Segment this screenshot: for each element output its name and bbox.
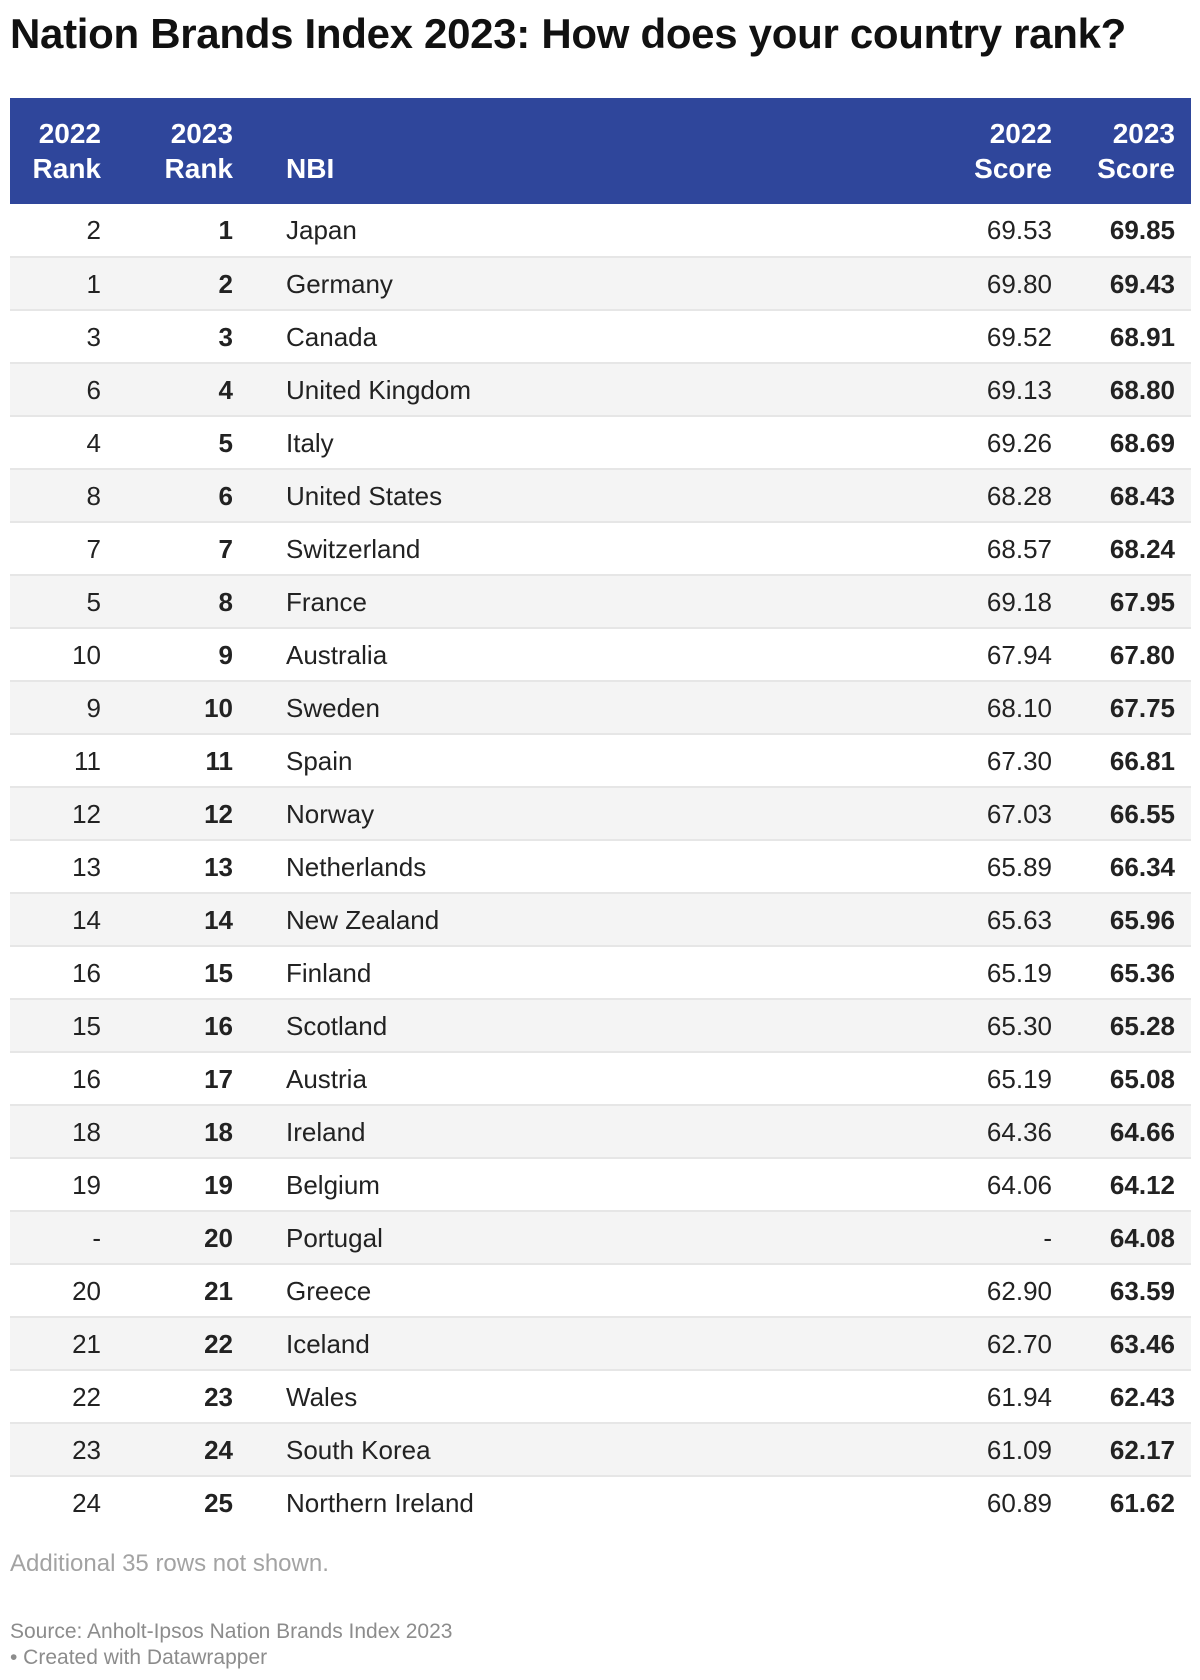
table-row <box>10 1423 1191 1476</box>
score-2023-cell: 61.62 <box>1109 1488 1175 1518</box>
country-cell: Spain <box>286 745 353 776</box>
score-2022-cell: 67.03 <box>986 798 1052 829</box>
score-2022-cell: 67.94 <box>986 639 1052 670</box>
rank-2023-cell: 19 <box>204 1169 233 1200</box>
rank-2022-cell: - <box>92 1222 101 1253</box>
rank-2022-cell: 12 <box>72 798 101 829</box>
table-row <box>10 416 1191 469</box>
score-2022-cell: 65.63 <box>986 904 1052 935</box>
country-cell: Austria <box>286 1063 367 1094</box>
rank-2023-cell: 2 <box>218 268 233 299</box>
rank-2023-cell: 18 <box>204 1116 233 1147</box>
score-2023-cell: 66.34 <box>1109 851 1175 882</box>
table-row <box>10 522 1191 575</box>
country-cell: France <box>286 586 367 617</box>
country-cell: Greece <box>286 1275 372 1306</box>
rank-2023-cell: 21 <box>204 1275 233 1306</box>
table-row <box>10 734 1191 787</box>
table-row <box>10 1158 1191 1211</box>
score-2022-cell: 62.90 <box>986 1275 1052 1306</box>
rank-2022-cell: 4 <box>86 427 101 458</box>
score-2023-cell: 65.36 <box>1109 957 1175 988</box>
header-nbi[interactable] <box>233 98 971 204</box>
rank-2023-cell: 7 <box>218 533 233 564</box>
table-row <box>10 999 1191 1052</box>
rank-2022-cell: 11 <box>74 745 101 776</box>
rank-2022-cell: 7 <box>86 533 101 564</box>
country-cell: Switzerland <box>286 533 421 564</box>
source-credit <box>10 1619 452 1671</box>
score-2023-cell: 67.95 <box>1109 586 1175 617</box>
country-cell: Ireland <box>286 1116 366 1147</box>
table-row <box>10 681 1191 734</box>
header-row <box>10 98 1191 204</box>
rank-2022-cell: 16 <box>72 957 101 988</box>
score-2022-cell: 65.30 <box>986 1010 1052 1041</box>
score-2023-cell: 65.08 <box>1109 1063 1175 1094</box>
score-2023-cell: 68.91 <box>1109 321 1175 352</box>
score-2022-cell: 69.80 <box>986 268 1052 299</box>
score-2023-cell: 64.12 <box>1109 1169 1175 1200</box>
header-line: Rank <box>32 153 101 184</box>
country-cell: New Zealand <box>286 904 440 935</box>
rank-2023-cell: 3 <box>218 321 233 352</box>
header-line: Rank <box>164 153 233 184</box>
header-2023-rank[interactable] <box>101 98 233 204</box>
country-cell: Germany <box>286 268 393 299</box>
table-row <box>10 1476 1191 1529</box>
rank-2023-cell: 9 <box>218 639 233 670</box>
header-2022-score[interactable] <box>971 98 1052 204</box>
rank-2022-cell: 14 <box>72 904 101 935</box>
score-2023-cell: 68.24 <box>1109 533 1175 564</box>
rank-2022-cell: 2 <box>86 215 101 245</box>
country-cell: Northern Ireland <box>286 1488 474 1518</box>
rank-2023-cell: 14 <box>204 904 233 935</box>
score-2023-cell: 62.43 <box>1109 1381 1175 1412</box>
rank-2022-cell: 19 <box>72 1169 101 1200</box>
rank-2022-cell: 5 <box>86 586 101 617</box>
table-row <box>10 257 1191 310</box>
rank-2022-cell: 1 <box>86 268 101 299</box>
rank-2022-cell: 23 <box>72 1434 101 1465</box>
score-2023-cell: 64.08 <box>1109 1222 1175 1253</box>
score-2022-cell: 61.94 <box>986 1381 1052 1412</box>
rank-2022-cell: 18 <box>72 1116 101 1147</box>
rank-2022-cell: 6 <box>86 374 101 405</box>
table-row <box>10 204 1191 257</box>
header-2023-score[interactable] <box>1052 98 1191 204</box>
score-2022-cell: 68.57 <box>986 533 1052 564</box>
header-line: Score <box>974 153 1052 184</box>
score-2022-cell: 68.10 <box>986 692 1052 723</box>
rank-2023-cell: 4 <box>218 374 233 405</box>
score-2022-cell: - <box>1043 1222 1052 1253</box>
score-2022-cell: 65.19 <box>986 957 1052 988</box>
score-2022-cell: 69.18 <box>986 586 1052 617</box>
rank-2022-cell: 22 <box>72 1381 101 1412</box>
score-2022-cell: 64.36 <box>986 1116 1052 1147</box>
score-2022-cell: 61.09 <box>986 1434 1052 1465</box>
table-row <box>10 1105 1191 1158</box>
score-2023-cell: 68.43 <box>1109 480 1175 511</box>
table-row <box>10 310 1191 363</box>
country-cell: South Korea <box>286 1434 431 1465</box>
rank-2023-cell: 6 <box>218 480 233 511</box>
rank-2023-cell: 1 <box>218 215 233 245</box>
rank-2023-cell: 23 <box>204 1381 233 1412</box>
score-2022-cell: 69.52 <box>986 321 1052 352</box>
score-2023-cell: 69.85 <box>1109 215 1175 245</box>
header-line: 2023 <box>170 118 233 149</box>
table-row <box>10 893 1191 946</box>
score-2023-cell: 66.55 <box>1109 798 1175 829</box>
rows-hidden-note: Additional 35 rows not shown. <box>10 1550 329 1577</box>
score-2023-cell: 65.96 <box>1109 904 1175 935</box>
rank-2023-cell: 25 <box>204 1488 233 1518</box>
rank-2023-cell: 20 <box>204 1222 233 1253</box>
country-cell: Wales <box>286 1381 358 1412</box>
rankings-table <box>10 98 1191 1529</box>
score-2022-cell: 62.70 <box>986 1328 1052 1359</box>
rank-2023-cell: 13 <box>204 851 233 882</box>
rank-2022-cell: 24 <box>72 1488 101 1518</box>
rank-2022-cell: 13 <box>72 851 101 882</box>
country-cell: Portugal <box>286 1222 383 1253</box>
country-cell: Australia <box>286 639 388 670</box>
header-line: Score <box>1097 153 1175 184</box>
table-header <box>10 98 1191 204</box>
table-row <box>10 469 1191 522</box>
rank-2022-cell: 21 <box>72 1328 101 1359</box>
score-2022-cell: 65.19 <box>986 1063 1052 1094</box>
score-2023-cell: 68.69 <box>1109 427 1175 458</box>
rank-2022-cell: 8 <box>86 480 101 511</box>
rank-2023-cell: 22 <box>204 1328 233 1359</box>
score-2022-cell: 69.53 <box>986 215 1052 245</box>
table-row <box>10 1264 1191 1317</box>
table-row <box>10 1370 1191 1423</box>
rank-2022-cell: 15 <box>72 1010 101 1041</box>
rank-2022-cell: 16 <box>72 1063 101 1094</box>
rank-2022-cell: 3 <box>86 321 101 352</box>
score-2023-cell: 64.66 <box>1109 1116 1175 1147</box>
score-2023-cell: 65.28 <box>1109 1010 1175 1041</box>
score-2023-cell: 63.46 <box>1109 1328 1175 1359</box>
source-line: Source: Anholt-Ipsos Nation Brands Index 2023 <box>10 1620 453 1643</box>
score-2022-cell: 65.89 <box>986 851 1052 882</box>
table-row <box>10 1052 1191 1105</box>
rank-2023-cell: 10 <box>204 692 233 723</box>
table-row <box>10 840 1191 893</box>
country-cell: Belgium <box>286 1169 380 1200</box>
country-cell: Iceland <box>286 1328 370 1359</box>
country-cell: Finland <box>286 957 372 988</box>
country-cell: Sweden <box>286 692 380 723</box>
rank-2023-cell: 12 <box>204 798 233 829</box>
country-cell: Japan <box>286 215 357 245</box>
table-row <box>10 1211 1191 1264</box>
score-2023-cell: 63.59 <box>1109 1275 1175 1306</box>
rank-2023-cell: 5 <box>218 427 233 458</box>
rank-2022-cell: 9 <box>86 692 101 723</box>
score-2022-cell: 60.89 <box>986 1488 1052 1518</box>
rank-2022-cell: 10 <box>72 639 101 670</box>
rank-2022-cell: 20 <box>72 1275 101 1306</box>
score-2023-cell: 62.17 <box>1109 1434 1175 1465</box>
header-2022-rank[interactable] <box>10 98 101 204</box>
chart-title: Nation Brands Index 2023: How does your country rank? <box>10 10 1127 57</box>
header-line: 2022 <box>38 118 101 149</box>
header-line: 2023 <box>1112 118 1175 149</box>
header-line: NBI <box>286 153 335 184</box>
rank-2023-cell: 15 <box>204 957 233 988</box>
country-cell: United States <box>286 480 443 511</box>
rank-2023-cell: 8 <box>218 586 233 617</box>
country-cell: Netherlands <box>286 851 427 882</box>
score-2023-cell: 68.80 <box>1109 374 1175 405</box>
header-line: 2022 <box>989 118 1052 149</box>
score-2023-cell: 67.80 <box>1109 639 1175 670</box>
country-cell: Canada <box>286 321 378 352</box>
score-2022-cell: 69.13 <box>986 374 1052 405</box>
score-2022-cell: 69.26 <box>986 427 1052 458</box>
score-2023-cell: 67.75 <box>1109 692 1175 723</box>
table-row <box>10 628 1191 681</box>
country-cell: United Kingdom <box>286 374 471 405</box>
country-cell: Norway <box>286 798 375 829</box>
rank-2023-cell: 11 <box>205 745 233 776</box>
score-2023-cell: 66.81 <box>1109 745 1175 776</box>
score-2022-cell: 67.30 <box>986 745 1052 776</box>
table-row <box>10 363 1191 416</box>
table-row <box>10 787 1191 840</box>
rank-2023-cell: 16 <box>204 1010 233 1041</box>
score-2023-cell: 69.43 <box>1109 268 1175 299</box>
credit-line: • Created with Datawrapper <box>10 1646 268 1669</box>
table-body <box>10 204 1191 1529</box>
country-cell: Italy <box>286 427 334 458</box>
table-row <box>10 575 1191 628</box>
rank-2023-cell: 17 <box>204 1063 233 1094</box>
table-row <box>10 1317 1191 1370</box>
country-cell: Scotland <box>286 1010 388 1041</box>
score-2022-cell: 64.06 <box>986 1169 1052 1200</box>
score-2022-cell: 68.28 <box>986 480 1052 511</box>
table-row <box>10 946 1191 999</box>
rank-2023-cell: 24 <box>204 1434 233 1465</box>
